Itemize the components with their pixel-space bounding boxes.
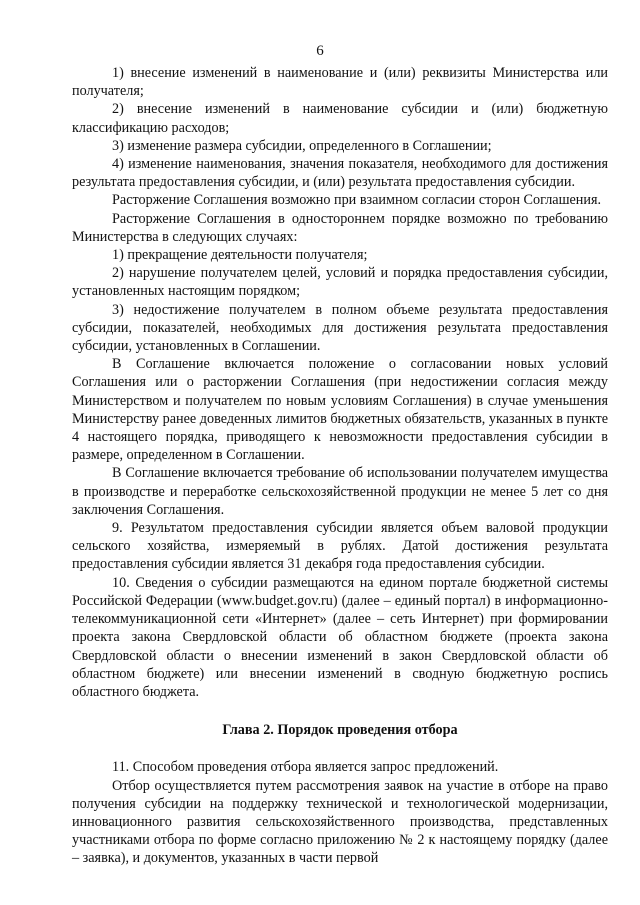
paragraph: 1) прекращение деятельности получателя; <box>112 247 368 264</box>
paragraph: 3) недостижение получателем в полном объеме результата предоставления субсидии, показателей, необходимых для достижения результата предоставления субсидии, установленных в Соглашении. <box>72 301 608 355</box>
paragraph: Расторжение Соглашения возможно при взаимном согласии сторон Соглашения. <box>112 192 602 209</box>
paragraph: Отбор осуществляется путем рассмотрения заявок на участие в отборе на право получения субсидии на поддержку технической и технологической модернизации, инновационного развития сельскохозяйственного производства, представленных участниками отбора по форме согласно приложению № 2 к настоящему порядку (далее – заявка), и документов, указанных в части первой <box>72 777 608 867</box>
paragraph: 1) внесение изменений в наименование и (или) реквизиты Министерства или получателя; <box>72 65 608 100</box>
document-body <box>72 64 608 868</box>
chapter-heading: Глава 2. Порядок проведения отбора <box>222 722 458 739</box>
paragraph: 3) изменение размера субсидии, определенного в Соглашении; <box>112 137 492 154</box>
paragraph: В Соглашение включается требование об использовании получателем имущества в производстве и переработке сельскохозяйственной продукции не менее 5 лет со дня заключения Соглашения. <box>72 465 608 518</box>
paragraph: 9. Результатом предоставления субсидии является объем валовой продукции сельского хозяйства, измеряемый в рублях. Датой достижения результата предоставления субсидии является 31 декабря года предоставления субсидии. <box>72 520 608 573</box>
paragraph: В Соглашение включается положение о согласовании новых условий Соглашения или о расторжении Соглашения (при недостижении согласия между Министерством и получателем по новым условиям Соглашения) в случае уменьшения Министерству ранее доведенных лимитов бюджетных обязательств, указанных в пункте 4 настоящего порядка, приводящего к невозможности предоставления субсидии в размере, определенном в Соглашении. <box>72 356 608 464</box>
paragraph: 2) нарушение получателем целей, условий и порядка предоставления субсидии, установленных настоящим порядком; <box>72 265 608 300</box>
paragraph: 11. Способом проведения отбора является запрос предложений. <box>112 759 499 776</box>
paragraph: 4) изменение наименования, значения показателя, необходимого для достижения результата предоставления субсидии, и (или) результата предоставления субсидии. <box>72 156 608 191</box>
paragraph: 2) внесение изменений в наименование субсидии и (или) бюджетную классификацию расходов; <box>72 101 608 136</box>
page-number: 6 <box>316 43 324 59</box>
section-paragraphs-top <box>72 64 608 701</box>
paragraph: Расторжение Соглашения в одностороннем порядке возможно по требованию Министерства в следующих случаях: <box>72 210 608 245</box>
paragraph: 10. Сведения о субсидии размещаются на едином портале бюджетной системы Российской Федерации (www.budget.gov.ru) (далее – единый портал) в информационно-телекоммуникационной сети «Интернет» (далее – сеть Интернет) при формировании проекта закона Свердловской области об областном бюджете (проекта закона Свердловской области о внесении изменений в закон Свердловской области об областном бюджете) или внесении изменений в сводную бюджетную роспись областного бюджета. <box>72 574 608 700</box>
section-paragraphs-bottom <box>72 758 608 867</box>
